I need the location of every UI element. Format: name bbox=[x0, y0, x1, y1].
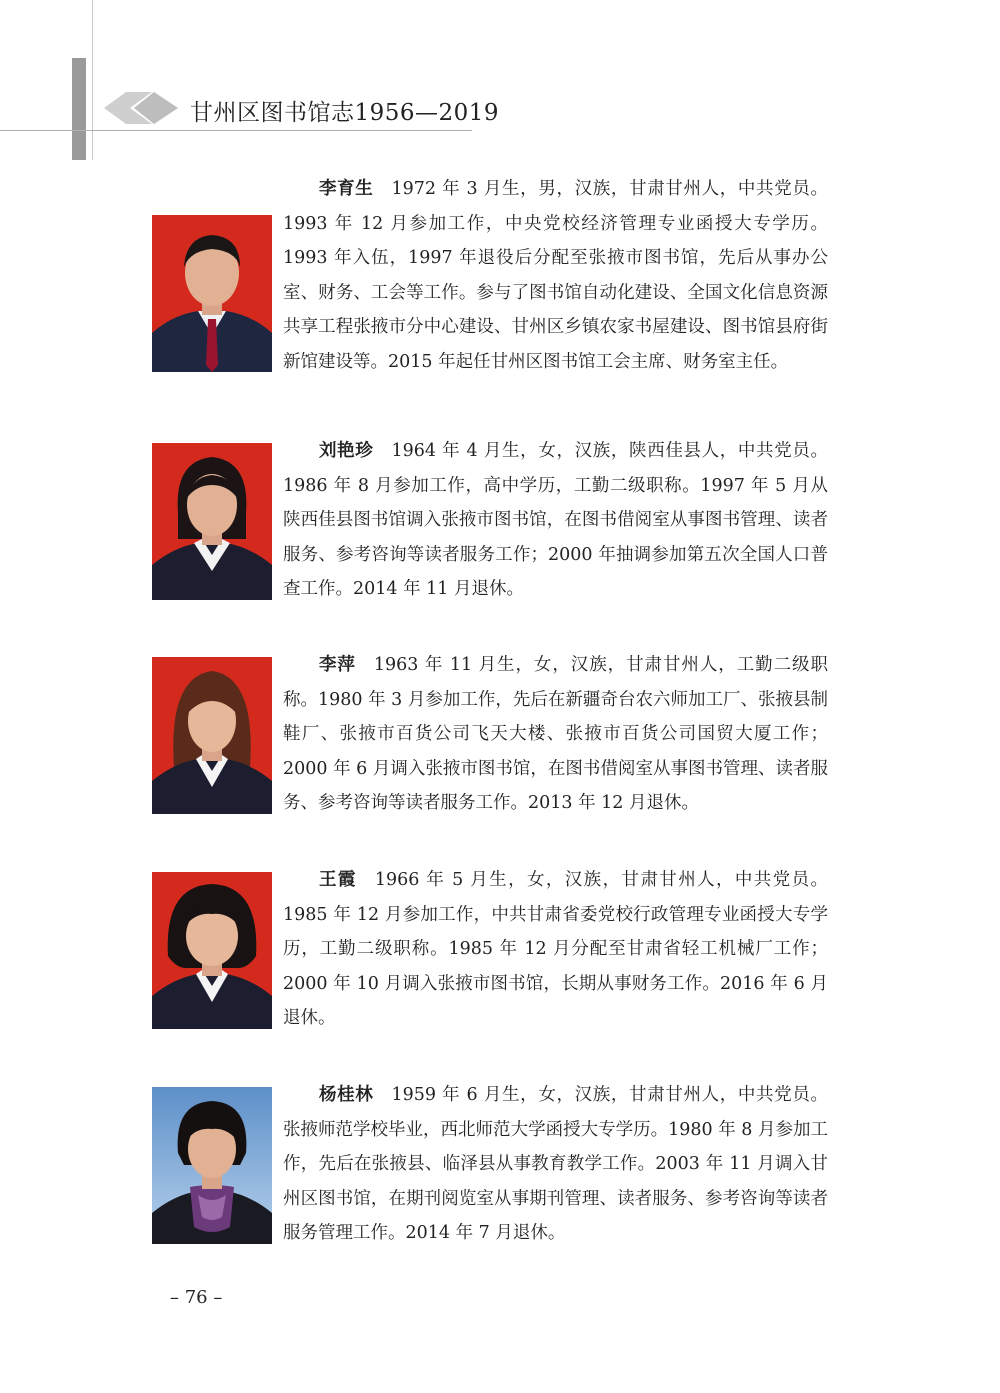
header-vertical-rule bbox=[92, 0, 93, 160]
header-diamond-ornament bbox=[104, 90, 184, 126]
portrait-photo-li-yusheng bbox=[152, 215, 272, 372]
person-name: 杨桂林 bbox=[319, 1085, 374, 1105]
bio-text: 1959 年 6 月生，女，汉族，甘肃甘州人，中共党员。张掖师范学校毕业，西北师范大学函授大专学历。1980 年 8 月参加工作，先后在张掖县、临泽县从事教育教学工作。2003 年 11 月调入甘州区图书馆，在期刊阅览室从事期刊管理、读者服务、参考咨询等读者服务管理工作。2014 年 7 月退休。 bbox=[283, 1085, 828, 1244]
portrait-photo-yang-guilin bbox=[152, 1087, 272, 1244]
header-horizontal-rule bbox=[0, 130, 472, 131]
person-name: 刘艳珍 bbox=[319, 441, 374, 461]
portrait-photo-liu-yanzhen bbox=[152, 443, 272, 600]
header-side-bar bbox=[72, 58, 86, 160]
bio-text: 1964 年 4 月生，女，汉族，陕西佳县人，中共党员。1986 年 8 月参加工作，高中学历，工勤二级职称。1997 年 5 月从陕西佳县图书馆调入张掖市图书馆，在图书借阅室从事图书管理、读者服务、参考咨询等读者服务工作；2000 年抽调参加第五次全国人口普查工作。2014 年 11 月退休。 bbox=[283, 441, 828, 600]
bio-text: 1972 年 3 月生，男，汉族，甘肃甘州人，中共党员。1993 年 12 月参加工作，中央党校经济管理专业函授大专学历。1993 年入伍，1997 年退役后分配至张掖市图书馆，先后从事办公室、财务、工会等工作。参与了图书馆自动化建设、全国文化信息资源共享工程张掖市分中心建设、甘州区乡镇农家书屋建设、图书馆县府街新馆建设等。2015 年起任甘州区图书馆工会主席、财务室主任。 bbox=[283, 179, 828, 372]
portrait-photo-wang-xia bbox=[152, 872, 272, 1029]
bio-entry-1 bbox=[283, 172, 828, 380]
bio-entry-5 bbox=[283, 1078, 828, 1251]
person-name: 王霞 bbox=[319, 870, 357, 890]
bio-entry-3 bbox=[283, 648, 828, 821]
bio-text: 1966 年 5 月生，女，汉族，甘肃甘州人，中共党员。1985 年 12 月参加工作，中共甘肃省委党校行政管理专业函授大专学历，工勤二级职称。1985 年 12 月分配至甘肃省轻工机械厂工作；2000 年 10 月调入张掖市图书馆，长期从事财务工作。2016 年 6 月退休。 bbox=[283, 870, 829, 1029]
bio-text: 1963 年 11 月生，女，汉族，甘肃甘州人，工勤二级职称。1980 年 3 月参加工作，先后在新疆奇台农六师加工厂、张掖县制鞋厂、张掖市百货公司飞天大楼、张掖市百货公司国贸大厦工作；2000 年 6 月调入张掖市图书馆，在图书借阅室从事图书管理、读者服务、参考咨询等读者服务工作。2013 年 12 月退休。 bbox=[283, 655, 828, 814]
bio-entry-4 bbox=[283, 863, 828, 1036]
page-number: – 76 – bbox=[170, 1287, 223, 1308]
portrait-photo-li-ping bbox=[152, 657, 272, 814]
book-title: 甘州区图书馆志1956—2019 bbox=[190, 100, 500, 126]
person-name: 李萍 bbox=[319, 655, 356, 675]
person-name: 李育生 bbox=[319, 179, 374, 199]
bio-entry-2 bbox=[283, 434, 828, 607]
